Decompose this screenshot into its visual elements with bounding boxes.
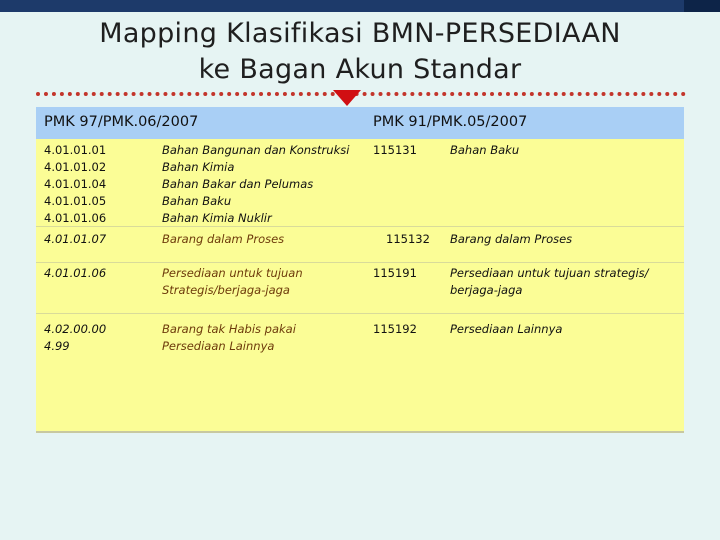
title-line-1: Mapping Klasifikasi BMN-PERSEDIAAN <box>99 18 621 49</box>
row-1-account: 115131 <box>373 143 417 157</box>
row-3-account-description: Persediaan untuk tujuan strategis/ berjaga-jaga <box>450 266 649 297</box>
row-separator <box>36 313 684 314</box>
row-4-code: 4.02.00.00 4.99 <box>44 322 107 353</box>
row-2-account: 115132 <box>386 232 430 246</box>
row-3-code: 4.01.01.06 <box>44 266 107 280</box>
row-2-account-description: Barang dalam Proses <box>450 232 573 246</box>
row-separator <box>36 262 684 263</box>
mapping-table <box>36 107 684 433</box>
row-2-description: Barang dalam Proses <box>162 232 285 246</box>
header-left: PMK 97/PMK.06/2007 <box>44 114 199 130</box>
dotted-divider <box>36 92 686 100</box>
title-line-2: ke Bagan Akun Standar <box>198 54 522 85</box>
red-triangle-marker-icon <box>333 90 361 106</box>
header-right: PMK 91/PMK.05/2007 <box>373 114 528 130</box>
row-separator <box>36 226 684 227</box>
row-3-description: Persediaan untuk tujuan Strategis/berjaga-jaga <box>162 266 303 297</box>
top-banner-bar <box>0 0 720 12</box>
row-2-code: 4.01.01.07 <box>44 232 107 246</box>
row-4-description: Barang tak Habis pakai Persediaan Lainnya <box>162 322 296 353</box>
table-header <box>36 107 684 139</box>
row-1-account-description: Bahan Baku <box>450 143 520 157</box>
row-3-account: 115191 <box>373 266 417 280</box>
row-4-account-description: Persediaan Lainnya <box>450 322 563 336</box>
row-4-account: 115192 <box>373 322 417 336</box>
row-1-code: 4.01.01.01 4.01.01.02 4.01.01.04 4.01.01.05 4.01.01.06 <box>44 143 107 225</box>
slide-title <box>0 16 720 88</box>
top-banner-corner <box>684 0 720 12</box>
row-1-description: Bahan Bangunan dan Konstruksi Bahan Kimia Bahan Bakar dan Pelumas Bahan Baku Bahan Kimia Nuklir <box>162 143 350 225</box>
